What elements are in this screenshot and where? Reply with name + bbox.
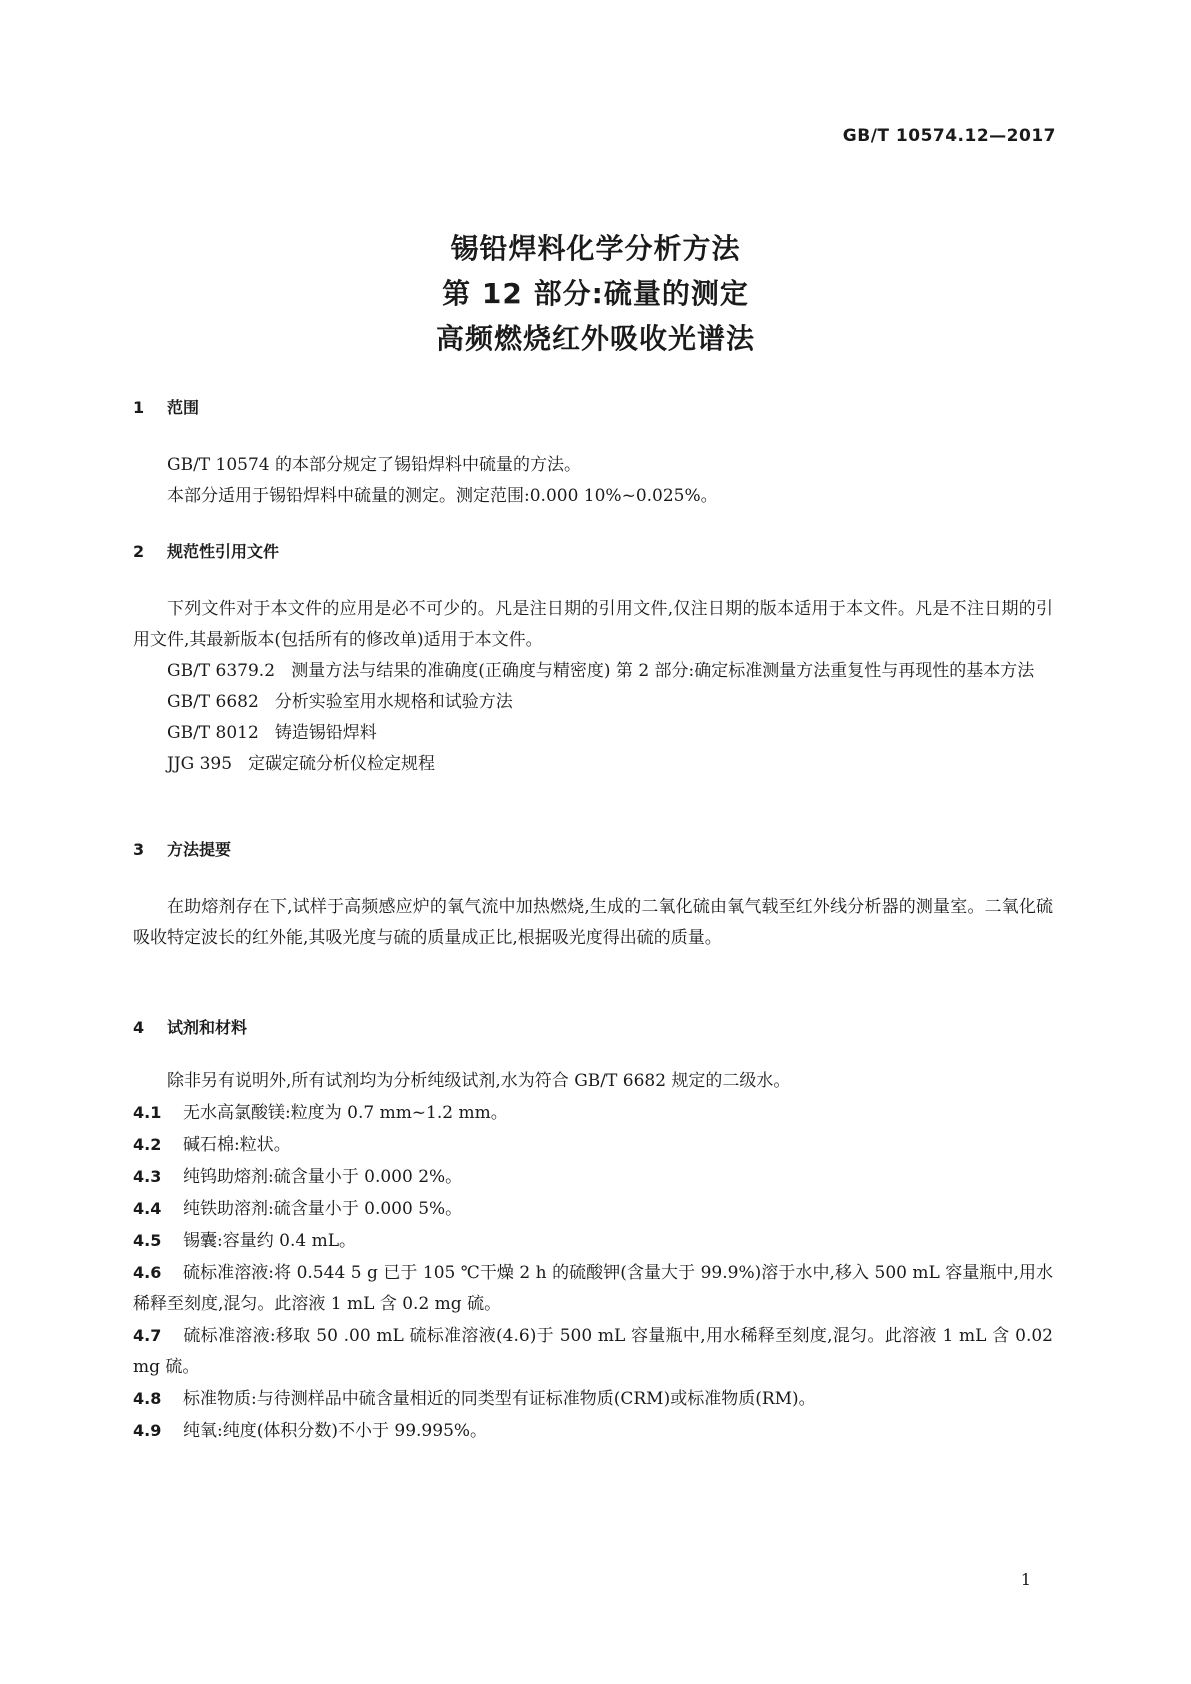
- item-text: 纯铁助溶剂:硫含量小于 0.000 5%。: [183, 1199, 463, 1219]
- section-title: 规范性引用文件: [167, 542, 280, 561]
- document-title: [0, 226, 1191, 361]
- reference-title: 定碳定硫分析仪检定规程: [248, 754, 436, 774]
- section-number: 4: [133, 1018, 145, 1037]
- reference-entry: [133, 749, 1053, 780]
- reference-code: GB/T 8012: [167, 723, 259, 743]
- paragraph: 本部分适用于锡铅焊料中硫量的测定。测定范围:0.000 10%~0.025%。: [167, 486, 718, 506]
- item-number: 4.9: [133, 1421, 162, 1440]
- section-scope: [133, 396, 1053, 512]
- section-normative-references: [133, 540, 1053, 780]
- reference-code: JJG 395: [167, 754, 233, 774]
- section-number: 1: [133, 398, 145, 417]
- reference-entry: [133, 656, 1053, 687]
- list-item: [133, 1383, 1053, 1415]
- section-title: 方法提要: [167, 840, 232, 859]
- reference-title: 测量方法与结果的准确度(正确度与精密度) 第 2 部分:确定标准测量方法重复性与再现性的基本方法: [291, 661, 1035, 681]
- item-number: 4.8: [133, 1389, 162, 1408]
- list-item: [133, 1097, 1053, 1129]
- item-text: 锡囊:容量约 0.4 mL。: [183, 1231, 356, 1251]
- document-code: GB/T 10574.12—2017: [842, 126, 1056, 146]
- section-method-summary: [133, 838, 1053, 954]
- item-text: 硫标准溶液:移取 50 .00 mL 硫标准溶液(4.6)于 500 mL 容量瓶中,用水稀释至刻度,混匀。此溶液 1 mL 含 0.02 mg 硫。: [133, 1326, 1053, 1377]
- list-item: [133, 1225, 1053, 1257]
- section-number: 2: [133, 542, 145, 561]
- item-text: 无水高氯酸镁:粒度为 0.7 mm~1.2 mm。: [183, 1103, 508, 1123]
- item-number: 4.5: [133, 1231, 162, 1250]
- paragraph: 除非另有说明外,所有试剂均为分析纯级试剂,水为符合 GB/T 6682 规定的二级水。: [167, 1071, 791, 1091]
- title-line-3: 高频燃烧红外吸收光谱法: [435, 322, 755, 355]
- reference-entry: [133, 687, 1053, 718]
- reference-title: 铸造锡铅焊料: [274, 723, 377, 743]
- section-number: 3: [133, 840, 145, 859]
- reference-code: GB/T 6379.2: [167, 661, 276, 681]
- list-item: [133, 1193, 1053, 1225]
- item-text: 纯钨助熔剂:硫含量小于 0.000 2%。: [183, 1167, 463, 1187]
- reference-title: 分析实验室用水规格和试验方法: [274, 692, 513, 712]
- title-line-1: 锡铅焊料化学分析方法: [450, 232, 741, 265]
- section-heading: [133, 540, 1053, 564]
- item-text: 碱石棉:粒状。: [183, 1135, 291, 1155]
- list-item: [133, 1257, 1053, 1320]
- page-number: 1: [1020, 1570, 1031, 1589]
- section-heading: [133, 1016, 1053, 1040]
- paragraph: GB/T 10574 的本部分规定了锡铅焊料中硫量的方法。: [167, 455, 582, 475]
- section-heading: [133, 396, 1053, 420]
- list-item: [133, 1415, 1053, 1447]
- item-number: 4.4: [133, 1199, 162, 1218]
- section-heading: [133, 838, 1053, 862]
- item-text: 硫标准溶液:将 0.544 5 g 已于 105 ℃干燥 2 h 的硫酸钾(含量大于 99.9%)溶于水中,移入 500 mL 容量瓶中,用水稀释至刻度,混匀。此溶液 1 mL 含 0.2 mg 硫。: [133, 1263, 1053, 1314]
- list-item: [133, 1320, 1053, 1383]
- list-item: [133, 1161, 1053, 1193]
- section-reagents: [133, 1016, 1053, 1447]
- reference-entry: [133, 718, 1053, 749]
- item-text: 纯氧:纯度(体积分数)不小于 99.995%。: [183, 1421, 488, 1441]
- item-number: 4.6: [133, 1263, 162, 1282]
- item-text: 标准物质:与待测样品中硫含量相近的同类型有证标准物质(CRM)或标准物质(RM)。: [183, 1389, 816, 1409]
- section-title: 范围: [167, 398, 200, 417]
- item-number: 4.2: [133, 1135, 162, 1154]
- item-number: 4.7: [133, 1326, 162, 1345]
- paragraph: 下列文件对于本文件的应用是必不可少的。凡是注日期的引用文件,仅注日期的版本适用于本文件。凡是不注日期的引用文件,其最新版本(包括所有的修改单)适用于本文件。: [133, 599, 1053, 650]
- list-item: [133, 1129, 1053, 1161]
- reference-code: GB/T 6682: [167, 692, 259, 712]
- item-number: 4.1: [133, 1103, 162, 1122]
- section-title: 试剂和材料: [167, 1018, 248, 1037]
- item-number: 4.3: [133, 1167, 162, 1186]
- paragraph: 在助熔剂存在下,试样于高频感应炉的氧气流中加热燃烧,生成的二氧化硫由氧气载至红外线分析器的测量室。二氧化硫吸收特定波长的红外能,其吸光度与硫的质量成正比,根据吸光度得出硫的质量。: [133, 897, 1053, 948]
- title-line-2: 第 12 部分:硫量的测定: [442, 277, 749, 310]
